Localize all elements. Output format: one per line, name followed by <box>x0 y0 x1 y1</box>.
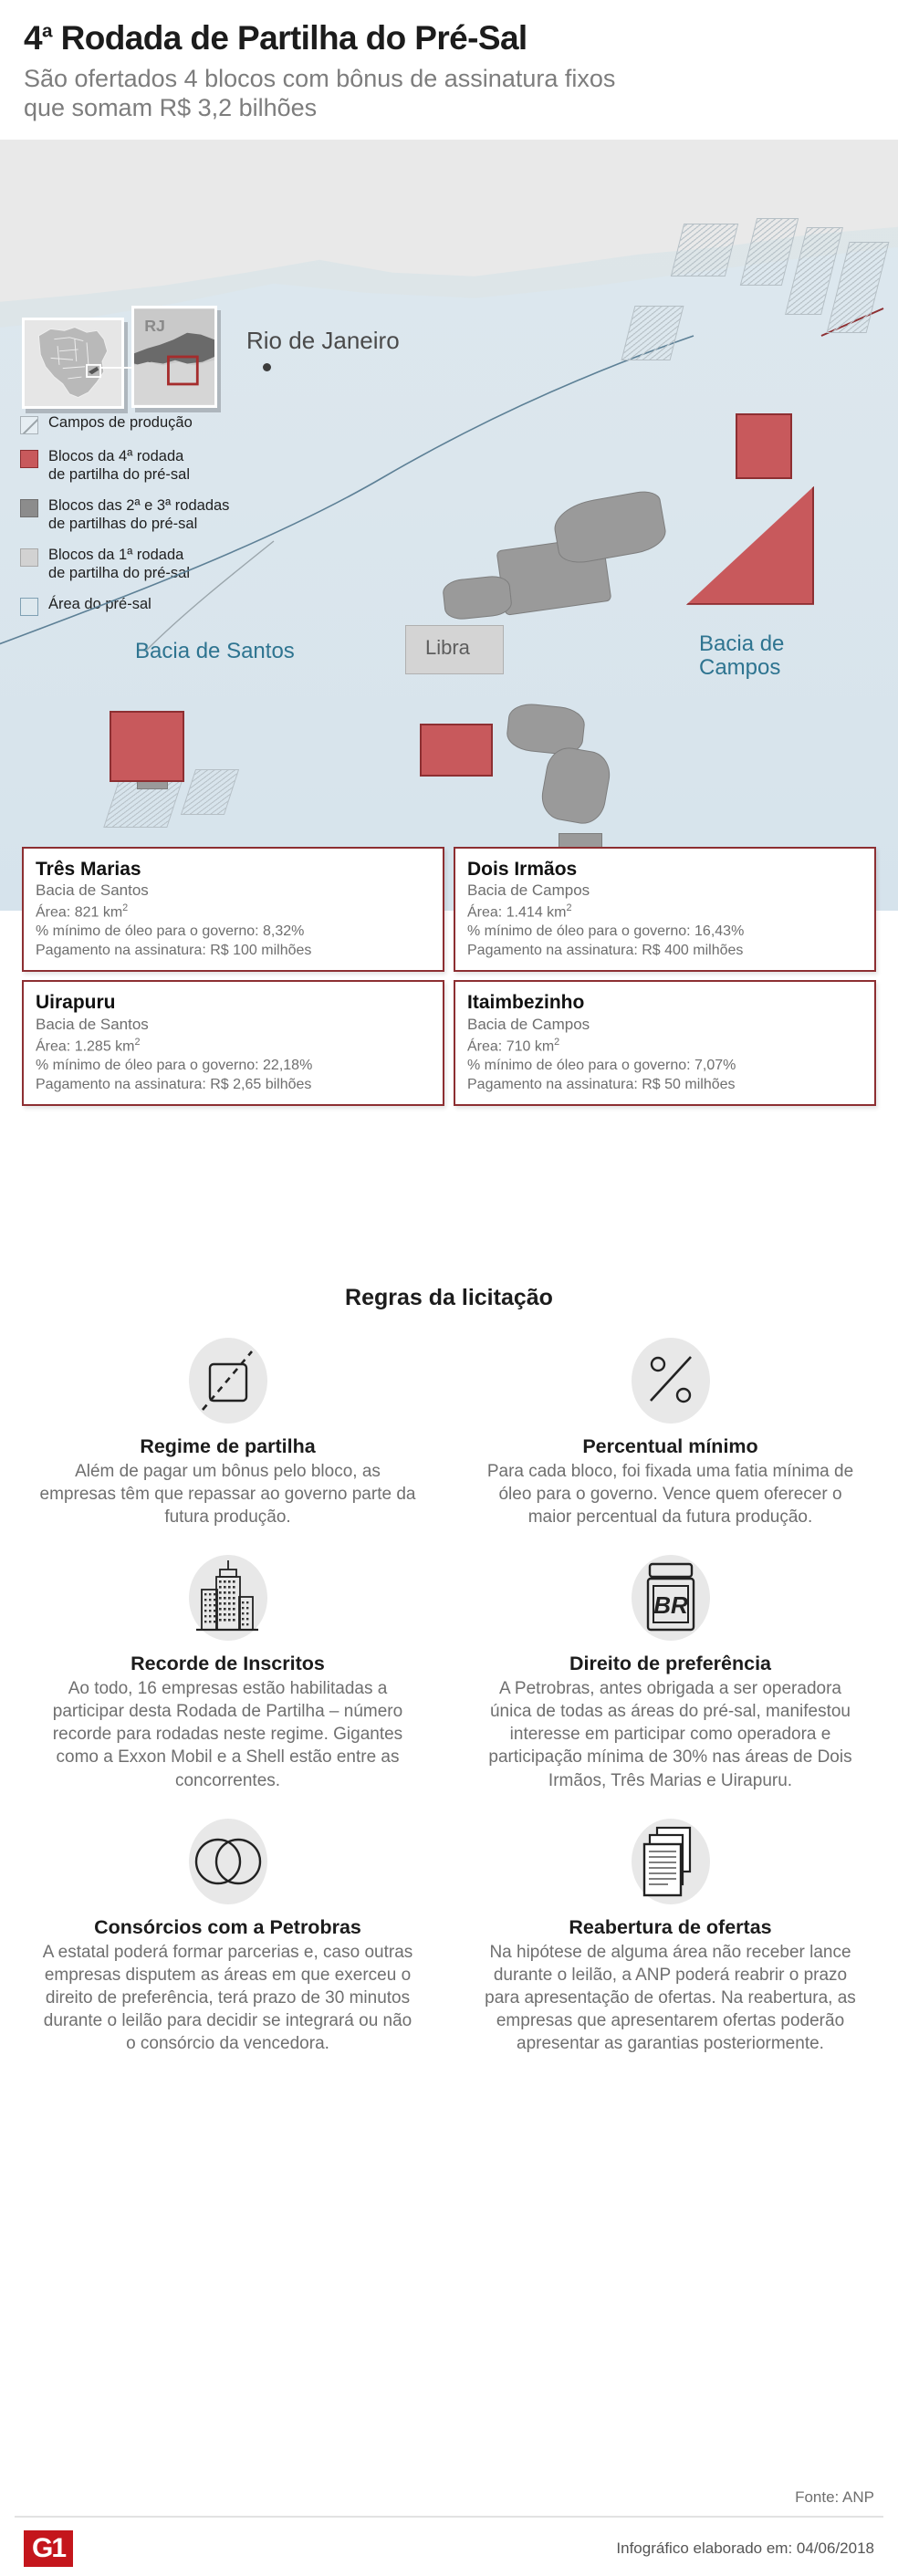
rule-text: Para cada bloco, foi fixada uma fatia mínima de óleo para o governo. Vence quem oferecer o maior percentual da futura produção. <box>486 1462 854 1528</box>
rule-item <box>18 1320 437 1538</box>
legend-label-line1: Blocos da 4ª rodada <box>48 447 184 464</box>
page-subtitle-line1: São ofertados 4 blocos com bônus de assinatura fixos <box>24 64 616 92</box>
page-title <box>24 20 874 57</box>
block-name: Dois Irmãos <box>467 859 578 880</box>
legend-swatch-round4-icon <box>20 450 38 468</box>
block-signing-bonus: Pagamento na assinatura: R$ 50 milhões <box>467 1076 736 1092</box>
block-card <box>22 847 444 972</box>
block-basin: Bacia de Santos <box>36 1015 149 1033</box>
map-block-round4 <box>110 711 184 782</box>
block-signing-bonus: Pagamento na assinatura: R$ 2,65 bilhões <box>36 1076 312 1092</box>
block-area <box>467 1037 862 1055</box>
legend-item <box>20 496 253 533</box>
legend-label <box>48 447 190 484</box>
block-name: Itaimbezinho <box>467 992 585 1014</box>
block-basin: Bacia de Campos <box>467 1015 590 1033</box>
inset-connector-line <box>100 367 135 369</box>
block-area-value: Área: 821 km <box>36 904 123 921</box>
block-cards <box>22 847 876 1106</box>
rule-title: Consórcios com a Petrobras <box>94 1915 361 1938</box>
rule-item <box>18 1538 437 1800</box>
legend-label <box>48 413 193 432</box>
block-min-oil: % mínimo de óleo para o governo: 22,18% <box>36 1057 313 1073</box>
legend-label-line1: Campos de produção <box>48 413 193 431</box>
rule-item <box>461 1320 880 1538</box>
legend-label-line2: de partilhas do pré-sal <box>48 516 198 533</box>
split-square-icon <box>184 1337 272 1424</box>
page-title-rest: Rodada de Partilha do Pré-Sal <box>51 19 527 57</box>
block-area <box>36 1037 431 1055</box>
block-name: Uirapuru <box>36 992 116 1014</box>
block-area-exponent: 2 <box>122 902 129 914</box>
inset-map-rio-de-janeiro <box>131 306 217 408</box>
venn-circles-icon <box>184 1818 272 1905</box>
rule-title: Recorde de Inscritos <box>131 1653 325 1675</box>
block-area-value: Área: 1.285 km <box>36 1038 135 1054</box>
block-area-value: Área: 1.414 km <box>467 904 567 921</box>
rule-text: Na hipótese de alguma área não receber lance durante o leilão, a ANP poderá reabrir o prazo para apresentação de ofertas. Na reabertura, as empresas que apresentarem ofertas poderão apresentar as garantias posteriormente. <box>485 1942 856 2053</box>
legend-label-line2: de partilha do pré-sal <box>48 565 191 582</box>
rule-title: Percentual mínimo <box>582 1435 758 1457</box>
block-basin: Bacia de Santos <box>36 881 149 900</box>
inset-map-brazil <box>22 318 124 409</box>
rule-item <box>461 1801 880 2064</box>
header <box>0 0 898 130</box>
block-area-exponent: 2 <box>554 1036 560 1048</box>
block-card <box>22 980 444 1105</box>
legend-label <box>48 496 229 533</box>
map-basin-santos-label: Bacia de Santos <box>135 638 295 663</box>
map-block-round4 <box>736 413 792 479</box>
block-area-exponent: 2 <box>566 902 572 914</box>
page-subtitle-line2: que somam R$ 3,2 bilhões <box>24 94 318 122</box>
map-city-label: Rio de Janeiro <box>246 326 400 354</box>
created-date: Infográfico elaborado em: 04/06/2018 <box>616 2539 874 2557</box>
page-subtitle <box>24 64 874 123</box>
map-basin-campos-line2: Campos <box>699 655 781 681</box>
legend-swatch-round1-icon <box>20 548 38 567</box>
rules-section <box>0 1250 898 2064</box>
map-basin-campos-line1: Bacia de <box>699 631 785 656</box>
footer <box>0 2461 898 2576</box>
legend-item <box>20 546 253 582</box>
map-block-round4 <box>420 724 493 777</box>
block-area-value: Área: 710 km <box>467 1038 555 1054</box>
block-min-oil: % mínimo de óleo para o governo: 16,43% <box>467 923 745 940</box>
rule-title: Regime de partilha <box>140 1435 316 1457</box>
legend-label-line2: de partilha do pré-sal <box>48 465 191 483</box>
page-title-prefix: 4 <box>24 19 42 57</box>
block-area <box>36 902 431 921</box>
legend-item <box>20 595 253 616</box>
source-note: Fonte: ANP <box>795 2488 874 2506</box>
rule-title: Direito de preferência <box>569 1653 772 1675</box>
block-card <box>454 980 876 1105</box>
legend-swatch-presalt-area-icon <box>20 598 38 616</box>
footer-bar <box>15 2516 883 2576</box>
map-libra-label: Libra <box>425 635 470 659</box>
block-min-oil: % mínimo de óleo para o governo: 8,32% <box>36 923 305 940</box>
percent-icon <box>627 1337 715 1424</box>
legend-swatch-production-fields-icon <box>20 416 38 434</box>
block-min-oil: % mínimo de óleo para o governo: 7,07% <box>467 1057 736 1073</box>
rule-item <box>18 1801 437 2064</box>
inset-rj-state-label: RJ <box>144 316 165 335</box>
rule-text: A estatal poderá formar parcerias e, caso outras empresas disputem as áreas em que exerceu o direito de preferência, terá prazo de 30 minutos durante o leilão para decidir se integrará ou não o consórcio da vencedora. <box>42 1942 413 2053</box>
legend-label-line1: Área do pré-sal <box>48 596 151 613</box>
g1-logo: G1 <box>24 2530 73 2567</box>
map-legend <box>20 413 253 630</box>
legend-label <box>48 546 190 582</box>
map-basin-campos-label <box>699 632 784 681</box>
svg-text:BR: BR <box>653 1591 688 1620</box>
legend-item <box>20 413 253 434</box>
map-city-marker <box>263 363 271 371</box>
legend-swatch-rounds23-icon <box>20 499 38 517</box>
block-signing-bonus: Pagamento na assinatura: R$ 100 milhões <box>36 943 312 959</box>
buildings-icon <box>184 1554 272 1642</box>
rule-item <box>461 1538 880 1800</box>
block-area-exponent: 2 <box>134 1036 141 1048</box>
rule-text: Além de pagar um bônus pelo bloco, as empresas têm que repassar ao governo parte da futura produção. <box>39 1462 416 1528</box>
rule-text: A Petrobras, antes obrigada a ser operadora única de todas as áreas do pré-sal, manifestou interesse em participar como operadora e participação mínima de 30% nas áreas de Dois Irmãos, Três Marias e Uirapuru. <box>488 1679 852 1790</box>
rule-text: Ao todo, 16 empresas estão habilitadas a participar desta Rodada de Partilha – número recorde para rodadas neste regime. Gigantes como a Exxon Mobil e a Shell estão entre as concorrentes. <box>52 1679 403 1790</box>
br-fuel-pump-icon <box>627 1554 715 1642</box>
legend-label <box>48 595 151 613</box>
documents-icon <box>627 1818 715 1905</box>
rule-title: Reabertura de ofertas <box>569 1915 772 1938</box>
legend-item <box>20 447 253 484</box>
block-area <box>467 902 862 921</box>
rules-grid <box>18 1320 880 2064</box>
block-basin: Bacia de Campos <box>467 881 590 900</box>
rules-title: Regras da licitação <box>345 1285 553 1310</box>
block-card <box>454 847 876 972</box>
legend-label-line1: Blocos da 1ª rodada <box>48 547 184 564</box>
block-signing-bonus: Pagamento na assinatura: R$ 400 milhões <box>467 943 744 959</box>
block-name: Três Marias <box>36 859 141 880</box>
legend-label-line1: Blocos das 2ª e 3ª rodadas <box>48 496 230 514</box>
page-title-ordinal: a <box>41 20 52 42</box>
